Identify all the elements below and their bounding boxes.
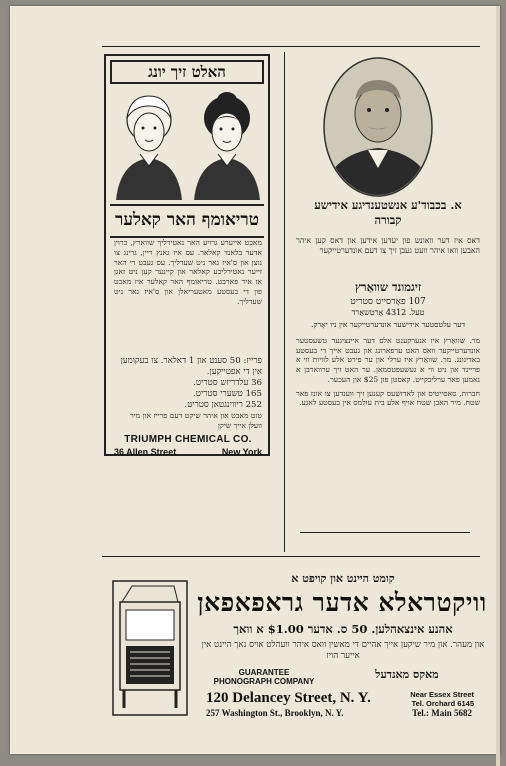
- product-title: טריאומף האר קאלער: [110, 204, 264, 238]
- phonograph-description: און מעהר. און מיר שיקען אייך אהיים די מאשין וואס איהר וועהלט אויס נאך היינט אין אייער הויז: [201, 640, 485, 661]
- company-footer: [114, 434, 262, 457]
- burial-headline: א. בכבוד'ע אנשטענדיגע אידישע קבורה: [314, 198, 462, 227]
- store-line: 36 עלדריזש סטריט.: [193, 378, 262, 388]
- top-rule: [102, 46, 480, 47]
- page-edge: [496, 6, 500, 766]
- grey-haired-woman-illustration: [112, 90, 186, 200]
- merchant-name: מאקס מאנדעל: [375, 668, 439, 681]
- phonograph-title: וויקטראלא אדער גראפאפאן: [197, 588, 487, 617]
- portrait-pair: [112, 90, 264, 200]
- store-address: 120 Delancey Street, N. Y.: [206, 690, 371, 706]
- undertaker-name: זיגמונד שוואַרץ: [354, 280, 422, 294]
- company-city: New York: [221, 447, 262, 457]
- undertaker-portrait: [322, 56, 434, 198]
- phonograph-tagline: קומט הײנט און קויפט א: [291, 572, 395, 585]
- store-line: 252 ריווינגטאן סטריט.: [184, 400, 262, 410]
- dark-haired-woman-illustration: [190, 90, 264, 200]
- middle-rule: [102, 556, 480, 557]
- undertaker-body: מר. שוואַרץ איז אנערקענט אלס דער איינציגער טשעסטער אונדערטייקער וואס האט ערפארונג און געבט אייך די בעסטע באדינונג. מר. שוואַרץ איז ערלי און ער פירט אלע לוויות ווי א פריינד און ניט ווי א געשעפטסמאן. ער האט זיך ערווארבן א נאמען פאר ערליכקייט. קאסטן פון $25 און העכער. חברות, סאסייטיס און לאדזשעס קענען זיך ווענדען צו אונז פאר שטח. מיר האבן שטח אויף אלע בית עולמס אין בעסטע לאגע.: [296, 336, 480, 408]
- hair-color-ad: [104, 54, 270, 456]
- store-contact: Near Essex Street Tel. Orchard 6145: [410, 690, 474, 708]
- branch-phone: Tel.: Main 5682: [412, 708, 472, 718]
- phonograph-cabinet-illustration: [112, 580, 188, 716]
- branch-address: 257 Washington St., Brooklyn, N. Y.: [206, 708, 344, 718]
- column-divider: [284, 52, 285, 552]
- store-line: 165 טשערי סטריט.: [193, 389, 262, 399]
- undertaker-address: 107 פאָרסייט סטריט: [350, 297, 426, 307]
- guarantee-company: GUARANTEE PHONOGRAPH COMPANY: [213, 668, 315, 686]
- ad-header: האלט זיך יונג: [110, 60, 264, 84]
- undertaker-tagline: דער עלטסטער אידישער אונדערטייקער אין ניו יאָרק.: [310, 320, 466, 329]
- undertaker-phone: טעל. 4312 אָרטשאַרד: [351, 308, 425, 317]
- product-description: מאכט אייערע גרויע האר נאטירליך שווארץ, ברוין אדער בלאנד קאלאר. עס איז גאנץ ריין, גרינג צו נוצן און ס'איז גאר ניט שעדליך. עס געבט די האר זייער נאטירליכע קאלאר און קיינער קען ניט זאגן אז איר פארבט. טריאומף האר קאלער איז מאכט פון די בעסטע מאטעריאלן און ס'איז גאר ניט שעדליך.: [114, 238, 262, 306]
- burial-intro: דאס איז דער וואונש פון יעדען אידען און דאס קען איהר האבען וואו איהר וועט געבן זיך צו דעם אונדערטייקער: [296, 236, 480, 255]
- branch-line: [206, 708, 472, 718]
- closing-text: טוט מאכט און איהר שיקט דעם פרייז און מיר וועלן אייך שיקן: [129, 411, 262, 430]
- right-ad-rule: [300, 532, 470, 533]
- company-address: 36 Allen Street: [114, 447, 177, 457]
- price-text: פרייז: 50 סענט און 1 דאלאר. צו בעקומען אין די אפטייקען.: [120, 356, 262, 377]
- phonograph-price: אהנע אינצאהלען. 50 ס. אדער $1.00 א וואך: [233, 622, 453, 636]
- price-section: [114, 356, 262, 430]
- company-name: TRIUMPH CHEMICAL CO.: [124, 434, 252, 445]
